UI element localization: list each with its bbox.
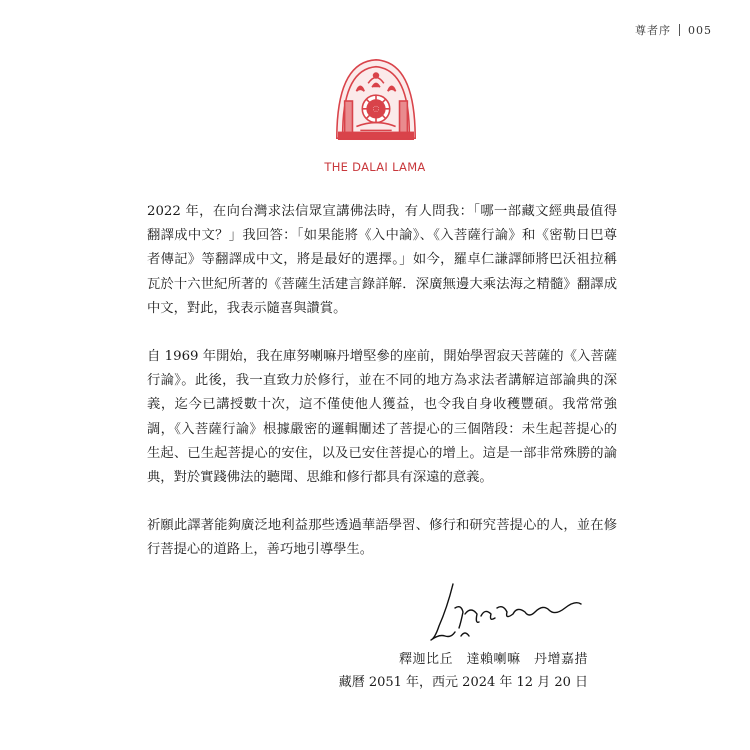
- section-title: 尊者序: [635, 24, 671, 37]
- signature-date: 藏曆 2051 年，西元 2024 年 12 月 20 日: [338, 675, 588, 690]
- signatory-names: 釋迦比丘 達賴喇嘛 丹增嘉措: [398, 652, 588, 667]
- dalai-lama-seal-icon: [327, 52, 425, 150]
- header-divider: [679, 24, 680, 36]
- handwritten-signature: [425, 578, 585, 646]
- preface-body: [147, 200, 617, 587]
- paragraph-2: 自 1969 年開始，我在庫努喇嘛丹增堅參的座前，開始學習寂天菩薩的《入菩薩行論》。此後，我一直致力於修行，並在不同的地方為求法者講解這部論典的深義，迄今已講授數十次，這不僅使他人獲益，也令我自身收穫豐碩。我常常強調，《入菩薩行論》根據嚴密的邏輯闡述了菩提心的三個階段：未生起菩提心的生起、已生起菩提心的安住，以及已安住菩提心的增上。這是一部非常殊勝的論典，對於實踐佛法的聽聞、思維和修行都具有深遠的意義。: [147, 349, 617, 486]
- running-header: [635, 22, 712, 38]
- paragraph-1: 2022 年，在向台灣求法信眾宣講佛法時，有人問我：「哪一部藏文經典最值得翻譯成中文？」我回答：「如果能將《入中論》、《入菩薩行論》和《密勒日巴尊者傳記》等翻譯成中文，將是最好的選擇。」如今，羅卓仁謙譯師將巴沃祖拉稱瓦於十六世紀所著的《菩薩生活建言錄詳解．深廣無邊大乘法海之精髓》翻譯成中文，對此，我表示隨喜與讚賞。: [147, 204, 617, 316]
- page-number: 005: [688, 23, 712, 37]
- org-name: THE DALAI LAMA: [324, 160, 426, 174]
- paragraph-3: 祈願此譯著能夠廣泛地利益那些透過華語學習、修行和研究菩提心的人，並在修行菩提心的道路上，善巧地引導學生。: [147, 518, 617, 558]
